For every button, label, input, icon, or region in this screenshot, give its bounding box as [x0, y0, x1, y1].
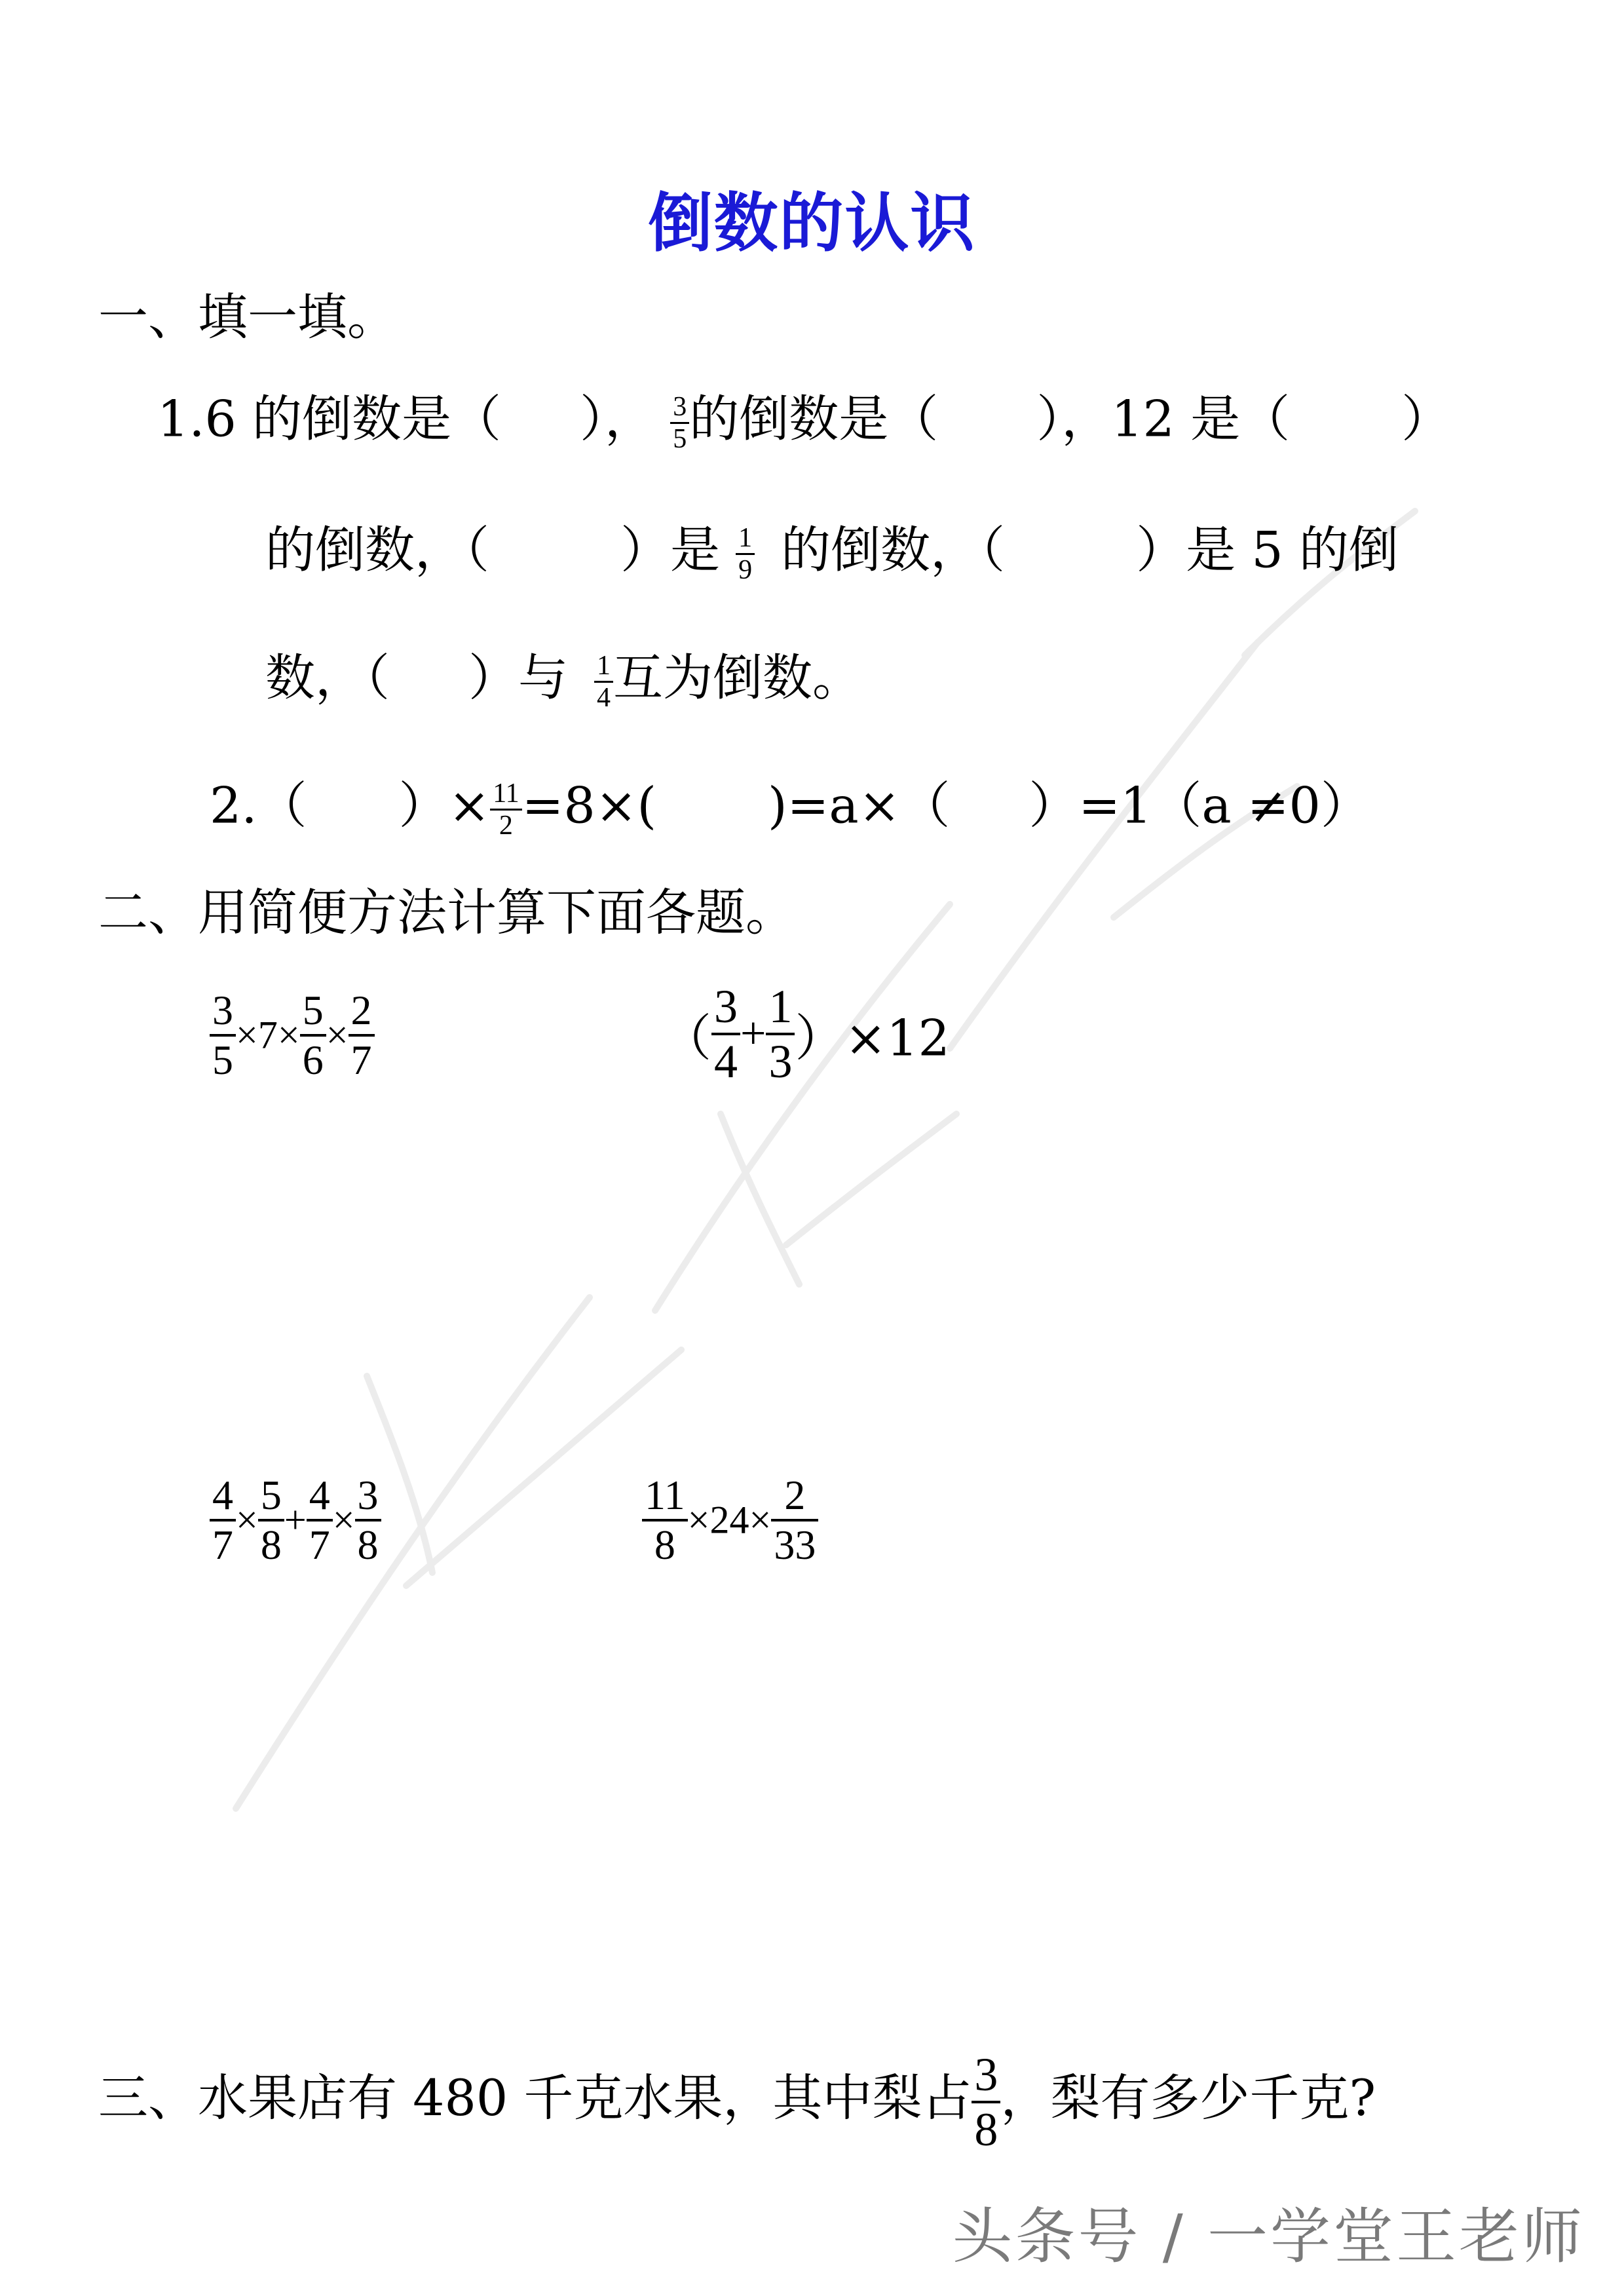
fraction: $\frac{3}{5}$: [670, 393, 689, 453]
fraction: $\frac{11}{2}$: [490, 780, 521, 839]
fraction: $\frac{1}{9}$: [736, 524, 755, 584]
fraction: $\frac{1}{3}$: [766, 983, 795, 1085]
fraction: $\frac{2}{7}$: [349, 989, 375, 1081]
q2-text: =8×(: [521, 776, 657, 835]
question-2: [210, 776, 1370, 841]
q1-text: 的倒数，（: [781, 520, 1006, 579]
operator: +: [284, 1498, 307, 1542]
q1-text: ），12 是（: [1036, 389, 1291, 448]
fraction: $\frac{1}{4}$: [594, 652, 613, 712]
paren: （: [662, 1008, 711, 1067]
question-1-line-1: [157, 389, 1452, 454]
expression-3: [210, 1474, 381, 1566]
fraction: $\frac{3}{5}$: [210, 989, 236, 1081]
q1-text: ）与: [468, 648, 568, 707]
page-title: 倒数的认识: [648, 185, 976, 261]
fraction: $\frac{5}{8}$: [258, 1474, 284, 1566]
section-2-heading: 二、用简便方法计算下面各题。: [98, 883, 795, 942]
q2-text: ）=1（a ≠0）: [1029, 776, 1370, 835]
q1-text: ）是: [620, 520, 720, 579]
expression-2: [662, 980, 950, 1088]
q1-text: 的倒数，（: [265, 520, 489, 579]
fraction: $\frac{3}{4}$: [711, 983, 740, 1085]
section-3-text: 三、水果店有 480 千克水果，其中梨占: [98, 2069, 972, 2127]
expression-4: [642, 1474, 818, 1566]
operator: +: [740, 1008, 766, 1059]
fraction: $\frac{11}{8}$: [642, 1474, 688, 1566]
q2-text: )=a×（: [768, 776, 951, 835]
question-1-line-2: [265, 520, 1399, 585]
q1-text: 互为倒数。: [613, 648, 862, 707]
section-3-text: ，梨有多少千克?: [1000, 2069, 1376, 2127]
q1-text: 的倒数是（: [689, 389, 939, 448]
q1-text: ），: [580, 389, 655, 448]
fraction: $\frac{4}{7}$: [210, 1474, 236, 1566]
fraction: $\frac{3}{8}$: [972, 2051, 1000, 2153]
section-1-heading: 一、填一填。: [98, 288, 397, 346]
operator: ×: [332, 1498, 355, 1542]
fraction: $\frac{2}{33}$: [771, 1474, 818, 1566]
operator: ×: [326, 1013, 349, 1057]
watermark-label: 头条号 / 一学堂王老师: [952, 2202, 1585, 2272]
operator: ×7×: [236, 1013, 300, 1057]
fraction: $\frac{4}{7}$: [307, 1474, 333, 1566]
q2-text: 2.（: [210, 776, 307, 835]
paren: ）×12: [795, 1008, 950, 1067]
question-1-line-3: [265, 648, 862, 713]
q1-text: ）: [1401, 389, 1452, 448]
section-3-question: [98, 2048, 1376, 2156]
q2-text: ）×: [398, 776, 491, 835]
operator: ×: [236, 1498, 258, 1542]
fraction: $\frac{3}{8}$: [355, 1474, 381, 1566]
q1-text: 1.6 的倒数是（: [157, 389, 502, 448]
expression-1: [210, 989, 375, 1081]
fraction: $\frac{5}{6}$: [300, 989, 326, 1081]
operator: ×24×: [687, 1498, 772, 1542]
q1-text: ）是 5 的倒: [1136, 520, 1399, 579]
q1-text: 数，（: [265, 648, 390, 707]
